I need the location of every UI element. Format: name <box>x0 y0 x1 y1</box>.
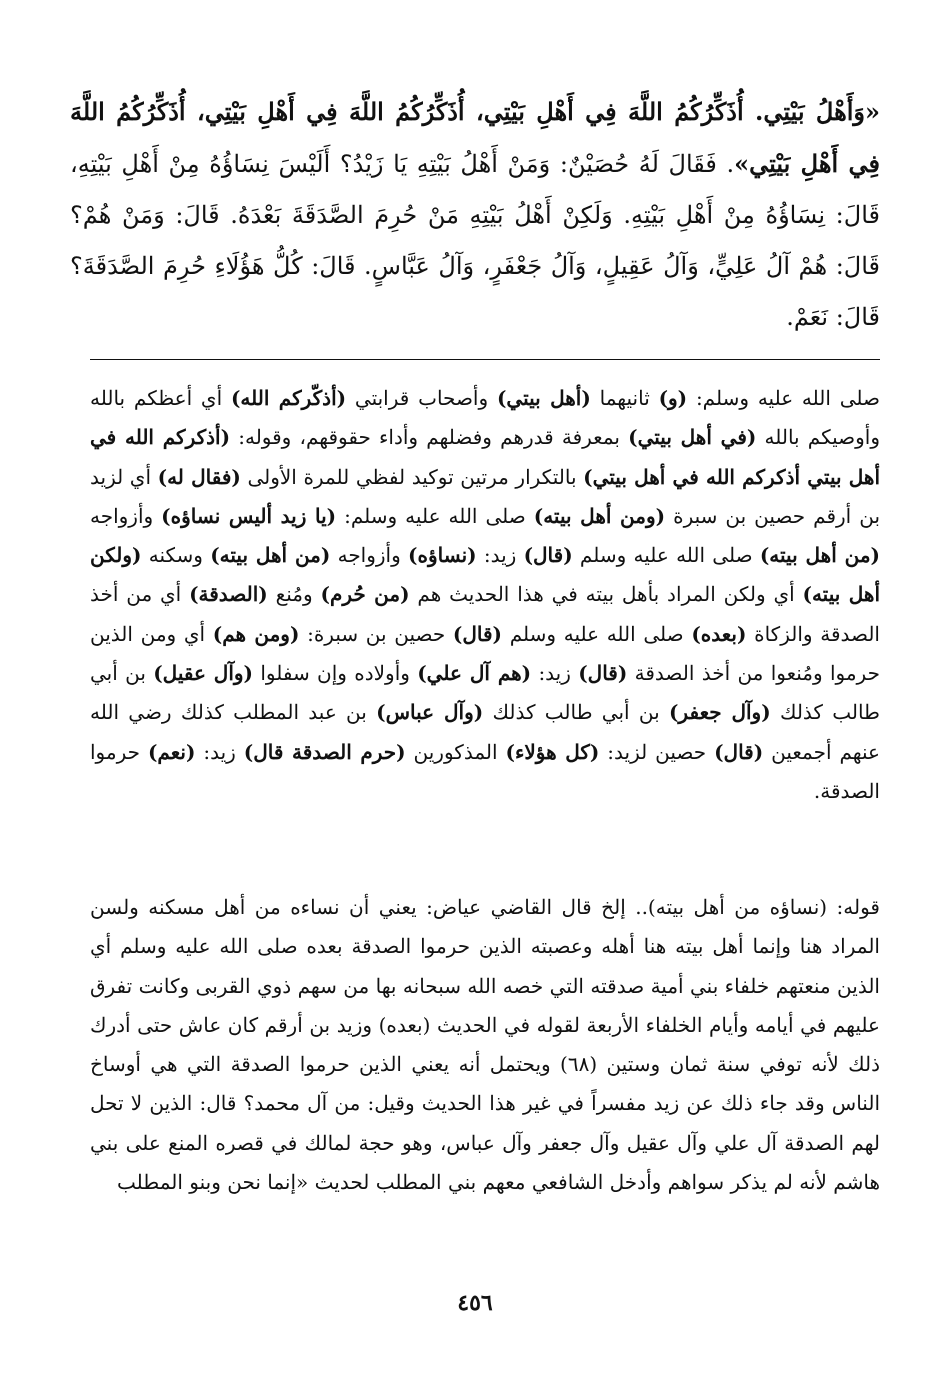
commentary-run: أي أعظكم بالله وأوصيكم بالله <box>90 386 881 450</box>
quoted-phrase: (يا زيد أليس نساؤه) <box>161 503 337 528</box>
commentary-paragraph-2 <box>90 888 880 1202</box>
commentary-run: ومُنع <box>267 582 321 607</box>
commentary-run: حرموا الصدقة. <box>90 739 880 803</box>
quoted-phrase: (قال) <box>714 739 764 764</box>
quoted-phrase: (قال) <box>452 621 503 646</box>
quoted-phrase: (ومن أهل بيته) <box>533 503 666 528</box>
commentary-2-text: قوله: (نساؤه من أهل بيته).. إلخ قال القاضي عياض: يعني أن نساءه من أهل مسكنه ولسن المراد هنا وإنما أهل بيته هنا أهله وعصبته الذين حرموا الصدقة بعده صلى الله عليه وسلم أي الذين منعتهم خلفاء بني أمية صدقته التي خصه الله سبحانه بها من سهم ذوي القربى وكانت تفرق عليهم في أيامه وأيام الخلفاء الأربعة لقوله في الحديث (بعده) وزيد بن أرقم كان عاش حتى أدرك ذلك لأنه توفي سنة ثمان وستين (٦٨) ويحتمل أنه يعني الذين حرموا الصدقة التي هي أوساخ الناس وقد جاء ذلك عن زيد مفسراً في غير هذا الحديث وقيل: من آل محمد؟ قال: الذين لا تحل لهم الصدقة آل علي وآل عقيل وآل جعفر وآل عباس، وهو حجة لمالك في قصره المنع على بني هاشم لأنه لم يذكر سواهم وأدخل الشافعي معهم بني المطلب لحديث «إنما نحن وبنو المطلب <box>90 895 881 1195</box>
commentary-run: أي ومن الذين حرموا ومُنعوا من أخذ الصدقة <box>90 621 880 686</box>
hadith-opening: «وَأَهْلُ بَيْتِي. أُذَكِّرُكُمُ اللَّهَ فِي أَهْلِ بَيْتِي، أُذَكِّرُكُمُ اللَّهَ فِي أَهْلِ بَيْتِي، أُذَكِّرُكُمُ اللَّهَ فِي أَهْلِ بَيْتِي» <box>70 97 880 178</box>
commentary-run: صلى الله عليه وسلم <box>572 543 760 568</box>
commentary-run: بن عبد المطلب كذلك رضي الله عنهم أجمعين <box>90 700 880 764</box>
commentary-run: وأصحاب قرابتي <box>346 386 497 410</box>
quoted-phrase: (وآل عباس) <box>376 700 484 725</box>
separator-line <box>90 359 880 360</box>
commentary-run: حصين لزيد: <box>599 739 715 764</box>
quoted-phrase: (حرم الصدقة قال) <box>243 739 406 764</box>
quoted-phrase: (أذكّركم الله) <box>230 386 347 410</box>
quoted-phrase: (أذكركم الله في أهل بيتي أذكركم الله في أهل بيتي) <box>90 425 880 489</box>
quoted-phrase: (الصدقة) <box>189 582 268 607</box>
commentary-run: أي من أخذ الصدقة والزكاة <box>90 582 880 646</box>
quoted-phrase: (في أهل بيتي) <box>628 425 757 450</box>
quoted-phrase: (قال) <box>578 661 628 686</box>
commentary-run: حصين بن سبرة: <box>299 621 453 646</box>
commentary-run: بالتكرار مرتين توكيد لفظي للمرة الأولى <box>240 464 584 489</box>
commentary-run: وأولاده وإن سفلوا <box>253 661 418 686</box>
commentary-run: زيد: <box>476 543 524 568</box>
commentary-run: وسكنه <box>141 543 211 568</box>
quoted-phrase: (قال) <box>523 543 573 568</box>
quoted-phrase: (نعم) <box>147 739 196 764</box>
quoted-phrase: (وآل عقيل) <box>153 661 254 686</box>
commentary-run: أي ولكن المراد بأهل بيته في هذا الحديث هم <box>409 582 803 607</box>
quoted-phrase: (كل هؤلاء) <box>505 739 600 764</box>
quoted-phrase: (فقال له) <box>157 464 241 489</box>
commentary-run: صلى الله عليه وسلم <box>502 621 692 646</box>
quoted-phrase: (هم آل علي) <box>417 661 532 686</box>
quoted-phrase: (بعده) <box>691 621 747 646</box>
hadith-body: . فَقَالَ لَهُ حُصَيْنٌ: وَمَنْ أَهْلُ بَيْتِهِ يَا زَيْدُ؟ أَلَيْسَ نِسَاؤُهُ مِنْ أَهْلِ بَيْتِهِ، قَالَ: نِسَاؤُهُ مِنْ أَهْلِ بَيْتِهِ. وَلَكِنْ أَهْلُ بَيْتِهِ مَنْ حُرِمَ الصَّدَقَةَ بَعْدَهُ. قَالَ: وَمَنْ هُمْ؟ قَالَ: هُمْ آلُ عَلِيٍّ، وَآلُ عَقِيلٍ، وَآلُ جَعْفَرٍ، وَآلُ عَبَّاسٍ. قَالَ: كُلُّ هَؤُلَاءِ حُرِمَ الصَّدَقَةَ؟ قَالَ: نَعَمْ. <box>70 150 880 331</box>
commentary-run: وأزواجه <box>90 503 162 528</box>
commentary-paragraph-1 <box>90 379 880 811</box>
quoted-phrase: (و) <box>658 386 688 410</box>
commentary-run: صلى الله عليه وسلم: <box>687 386 880 410</box>
quoted-phrase: (أهل بيتي) <box>496 386 591 410</box>
quoted-phrase: (نساؤه) <box>408 543 477 568</box>
quoted-phrase: (ومن هم) <box>212 621 300 646</box>
commentary-run: بن أبي طالب كذلك <box>483 700 669 725</box>
quoted-phrase: (من أهل بيته) <box>759 543 880 568</box>
commentary-run: صلى الله عليه وسلم: <box>336 503 534 528</box>
commentary-1-text <box>90 379 880 811</box>
commentary-run: زيد: <box>195 739 244 764</box>
quoted-phrase: (وآل جعفر) <box>668 700 771 725</box>
commentary-run: المذكورين <box>405 739 506 764</box>
commentary-run: ثانيهما <box>590 386 659 410</box>
page-number: ٤٥٦ <box>457 1290 493 1316</box>
commentary-run: وأزواجه <box>330 543 409 568</box>
quoted-phrase: (من أهل بيته) <box>210 543 331 568</box>
commentary-run: زيد: <box>531 661 579 686</box>
commentary-run: بن أبي طالب كذلك <box>90 661 880 725</box>
commentary-run: أي لزيد بن أرقم حصين بن سبرة <box>90 464 881 528</box>
quoted-phrase: (ولكن أهل بيته) <box>90 543 881 607</box>
hadith-text <box>70 86 880 343</box>
quoted-phrase: (من حُرم) <box>320 582 410 607</box>
commentary-run: بمعرفة قدرهم وفضلهم وأداء حقوقهم، وقوله: <box>230 425 629 450</box>
